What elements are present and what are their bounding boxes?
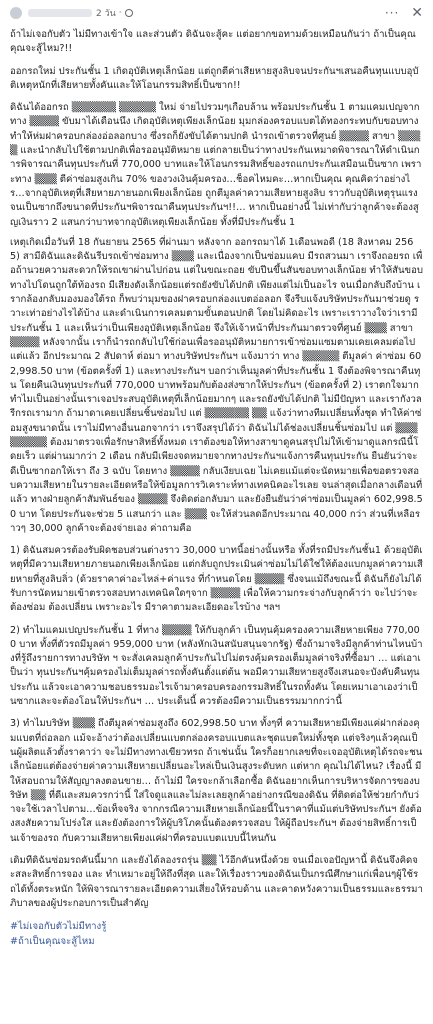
post-paragraph-incident: เหตุเกิดเมื่อวันที่ 18 กันยายน 2565 ที่ผ่านมา หลังจาก ออกรถมาได้ 1เดือนพอดี (18 สิงหาคม 2565) สามีดิฉันและดิฉันรีบรถเข้าซ่อมทาง ▒▒▒ และเนื่องจากเป็นซ่อมแคบ มีรถสวนมา เราจึงถอยรถ เพื่อถ้านวยความสะดวกให้รถเขาผ่านไปก่อน แต่ในขณะถอย ขับปีนขึ้นสันขอบทางเล็กน้อย ทำให้สันขอบทางไปโดนถูกใต้ท้องรถ มีเสียงดังเล็กน้อยแต่รถยังขับได้ปกติ เพียงแต่ไม่เป็นอะไร จนเมื่อกลับถึงบ้าน เรากล้องกลับมองมองใต้รถ ก็พบว่ามุมของฝาครอบกล่องแบตอ่อลอก จึงรีบแจ้งบริษัทประกันมาช่วยดู รวาะเท่าอย่างไรได้บ้าง และดำเนินการเคลมตามขั้นตอนปกติ โดยไม่คิดอะไร เพราะเราวางใจว่าเรามีประกันชั้น 1 และเห็นว่าเป็นเพียงอุบัติเหตุเล็กน้อย จึงให้เจ้าหน้าที่ประกันมาตรวจที่ศูนย์ ▒▒▒ สาขา ▒▒▒▒ หลังจากนั้น เราก็นำรถกลับไปใช้ก่อนเพื่อรออนุมัติหมายการเข้าซ่อมแซมตามเคยเคลมต่อไป แต่แล้ว อีกประมาณ 2 สัปดาห์ ต่อมา ทางบริษัทประกันฯ แจ้งมาว่า ทาง ▒▒▒▒▒ ตีมูลค่า ค่าซ่อม 602,998.50 บาท (ข้อตครั้งที่ 1) และทางประกันฯ บอกว่าเห็นมูลค่าที่ประกันชั้น 1 จึงต้องพิจารณาคืนทุน โดยคืนเงินทุนประกันที่ 770,000 บาทพร้อมกับต้องส่งซากให้ประกันฯ (ข้อตครั้งที่ 2) เราตกใจมาก ทำไมเป็นอย่างนั้นเราเจอประสบอุบัติเหตุที่เล็กน้อยมากๆ และรถยังขับได้ปกติ ไม่มีปัญหา และเรากังวลรีกรถเรามาก ถ้ามาดาเคยเปลี่ยนชิ้นซ่อมไป แต่ ▒▒▒▒▒▒ ▒▒ แจ้งว่าทางทีมเปลี่ยนทั้งชุด ทำให้ค่าซ่อมสูงขนาดนั้น เราไม่มีทางอื่นนอกจากว่า เราจึงสรุปได้ว่า ดิฉันไม่ได้ช่องเปลี่ยนชิ้นซ่อมไป แต่ ▒▒▒▒▒▒▒▒ ต้องมาตรวจเพื่อรักษาสิทธิ์ทั้งหมด เราต้องขอให้ทางสาขาดูคนสรุปไม่ให้เข้ามาดูแลกรณีนี้โดยเร็ว แต่ผ่านมากว่า 2 เดือน กลับมีเพียงจดหมายจากทางประกันฯแจ้งการคืนทุนประกัน ยืนยันว่าจะดีเป็นซากอกให้เรา ถึง 3 ฉบับ โดยทาง ▒▒▒▒ กลับเงียบเฉย ไม่เคยแม้แต่จะนัดหมายเพื่อขอตรวจสอบความเสียหายในรายละเอียดหรือให้ข้อมูลการวิเคราะห์ทางเทคนิคอะไรเลย จนล่าสุดเมื่อกลางเดือนที่แล้ว ทางฝ่ายลูกค้าสัมพันธ์ของ ▒▒▒▒ จึงติดต่อกลับมา และยังยืนยันว่าค่าซ่อมเป็นมูลค่า 602,998.50 บาท โดยประกันจะช่วย 5 แสนกว่า และ ▒▒▒ จะให้ส่วนลดอีกประมาณ 40,000 กว่า ส่วนที่เหลือราวๆ 30,000 ลูกค้าจะต้องจ่ายเอง ค่าถามคือ (10, 236, 423, 534)
author-name-redacted[interactable] (28, 9, 92, 17)
post-header (0, 0, 433, 26)
post-paragraph-question-2: 2) ทำไมแคมเปญประกันชั้น 1 ที่ทาง ▒▒▒▒ ให้กับลูกค้า เป็นทุนคุ้มครองความเสียหายเพียง 770,000 บาท ทั้งที่ตัวรถมีมูลค่า 959,000 บาท (หลังหักเงินสนับสนุนจากรัฐ) ซึ่งถ้ามาจริงมีลูกค้าท่านไหนบ้างที่รู้ถึงรายการทางบริษัท ฯ จะสั่งเคลมลูกค้าประกันไปไม่ตรงคุ้มครองเต็มมูลค่าจริงที่ซื้อมา … แต่เอาเป็นว่า ทุนประกันฯคุ้มครองไม่เต็มมูลค่ารถทั้งคันตั้งแต่ต้น พอมีความเสียหายสูงจึงเสนอจะบังคับคืนทุนประกัน แล้วจะเอาความชอบธรรมอะไรเจ้ามาครอบครองกรรมสิทธิ์ในรถทั้งคัน โดยเหมาเอาเองว่าเป็นซากและจะต้องโอนให้ประกันฯ … ประเด็นนี้ ควรต้องมีความเป็นธรรมมากกว่านี้ (10, 624, 423, 708)
post-time[interactable]: 2 วัน (96, 9, 116, 19)
post-paragraph-story: ดิฉันได้ออกรถ ▒▒▒▒▒▒ ▒▒▒▒▒ ใหม่ จ่ายไปรวมๆเกือบล้าน พร้อมประกันชั้น 1 ตามแคมเปญจากทาง ▒▒▒▒ ขับมาได้เดือนนึง เกิดอุบัติเหตุเพียงเล็กน้อย มุมกล่องครอบแบตได้ทองกระทบกับขอบทางทำให้ห่มฝาครอบกล่องอ่อลอกบาง ซึ่งรถก็ยังขับได้ตามปกติ นำรถเข้าตรวจที่ศูนย์ ▒▒▒▒ สาขา ▒▒▒▒ และนำกลับไปใช้ตามปกติเพื่อรออนุมัติหมาย แต่กลายเป็นว่าทางประกันเหมาดพิจารณาให้ดำเนินการพิจารณาคืนทุนประกันที่ 770,000 บาทและให้โอนกรรมสิทธิ์ของรถแกประกันเสมือนเป็นซาก เพราะทาง ▒▒▒ ตีค่าซ่อมสูงเกิน 70% ของวงเงินคุ้มครอง…ช็อคไหมคะ…หากเป็นคุณ คุณคิดว่าอย่างไร…จากอุบัติเหตุที่เสียหายภายนอกเพียงเล็กน้อย ถูกตีมูลค่าความเสียหายสูงลิบ ราวกับอุบัติเหตุรุนแรงจนเป็นซากถึงขนาดที่ประกันฯพิจารณาคืนทุนประกันฯ!!… หากเป็นอย่างนี้ ไม่เท่ากับว่าลูกค้าจะต้องสูญเงินราว 2 แสนกว่าบาทจากอุบัติเหตุเพียงเล็กน้อย ทั้งที่มีประกันชั้น 1 (10, 102, 422, 228)
post-body (0, 26, 433, 949)
post-paragraph-intro: ถ้าไม่เจอกับตัว ไม่มีทางเข้าใจ และส่วนตัว ดิฉันจะสู้คะ แต่อยากขอทามด้วยเหมือนกันว่า ถ้าเป็นคุณ คุณจะสู้ไหม?!! (10, 29, 416, 55)
post-paragraph-question-1: 1) ดิฉันสมควรต้องรับผิดชอบส่วนต่างราว 30,000 บาทนี้อย่างนั้นหรือ ทั้งที่รถมีประกันชั้น1 ด้วยอุบัติเหตุที่มีความเสียหายภายนอกเพียงเล็กน้อย แต่กลับถูกประเมินค่าซ่อมไม่ได้ใช่ให้ต้องแบกมูลค่าความเสียหายที่สูงลิบลิ่ว (ด้วยราคาค่าอะไหล่+ค่าแรง ที่กำหนดโดย ▒▒▒▒ ซึ่งจนแม้ถึงขณะนี้ ดิฉันก็ยังไม่ได้รับการนัดหมายเข้าตรวจสอบทางเทคนิคใดๆจาก ▒▒▒▒ เพื่อให้ความกระจ่างกับลูกค้าว่า จะไปว่าจะต้องซ่อม ต้องเปลี่ยน เพราะอะไร มีราคาตามละเอียดอะไรบ้าง ฯลฯ (10, 545, 423, 614)
hashtag-link[interactable]: #ไม่เจอกับตัวไม่มีทางรู้ (10, 921, 107, 933)
avatar[interactable] (10, 7, 22, 19)
globe-icon (125, 9, 133, 17)
hashtag-link[interactable]: #ถ้าเป็นคุณจะสู้ไหม (10, 936, 95, 948)
more-options-button[interactable]: ··· (384, 6, 400, 20)
post-meta: 2 วัน · (96, 6, 133, 20)
post-paragraph-conclusion: เดิมทีดิฉันซ่อมรถคันนี้มาก และยังได้ลองรถรุ่น ▒▒ ไว้อีกคันหนึ่งด้วย จนเมื่อเจอปัญหานี้ ดิฉันจึงคิดจะสละสิทธิ์การจอง และ ทำเหมาะอยู่ให้ถึงที่สุด และให้เรื่องราวของดิฉันเป็นกรณีศึกษาแก่เพื่อนๆผู้ใช้รถได้ทั้งตระหนัก ให้พิจารณารายละเอียดความเสี่ยงให้รอบด้าน และคาดหวังความเป็นธรรมและธรรมาภิบาลของผู้ประกอบการเป็นสำคัญ (10, 855, 423, 909)
close-button[interactable]: ✕ (411, 5, 423, 21)
hashtag-list (10, 919, 423, 949)
post-paragraph-question-3: 3) ทำไมบริษัท ▒▒▒ ถึงตีมูลค่าซ่อมสูงถึง 602,998.50 บาท ทั้งๆที่ ความเสียหายมีเพียงแค่ฝากล่องคุมแบตที่ถ่อลอก แม้จะอ้างว่าต้องเปลี่ยนแบตกล่องครอบแบตและชุดแบตใหม่ทั้งชุด แต่จริงๆแล้วคุณเป็นผู้ผลิตแล้วตั้งราคาว่า จะไม่มีทางทางเขียวทรถ ถ้าเช่นนั้น ใครก็อยากเลขที่จะเจออุบัติเหตุได้รถจะชนเล็กน้อยแต่ต้องจ่ายค่าความเสียหายเปลี่ยนอะไหล่เป็นเงินสูงระดับหก แต่หาก คุณไม่ได้ไหน? เรื่องนี้ มีให้สอบถามให้สัญญาลงตอนขาย… ถ้าไม่มี ใครจะกล้าเลือกซื้อ ดิฉันอยากเห็นการบริหารจัดการของบริษัท ▒▒ ที่ดีและสมควรกว่านี้ ใส่ใจดูแลและไม่ละเลยลูกค้าอย่างกรณีของดิฉัน ที่ติดต่อให้ช่วยกำกับว่าจะใช้เวลาไปตาม…ข้อเท็จจริง จากกรณีความเสียหายเล็กน้อยนี้ในราคาที่แม้แต่บริษัทประกันฯ ยังต้องสงสัยความโปร่งใส และยังต้องการให้ผู้บริโภคนั้นต้องตรวจสอบ ให้ผู้ถือประกันฯ ต้องจ่ายสิทธิ์การเป็นเจ้าของรถ กับความเสียหายเพียงแค่ฝาที่ครอบแบตแบบนี้ไหนกัน (10, 718, 423, 844)
post-paragraph-headline: ออกรถใหม่ ประกันชั้น 1 เกิดอุบัติเหตุเล็กน้อย แต่ถูกตีค่าเสียหายสูงลิบจนประกันฯเสนอคืนทุนแบบอุบัติเหตุหนักที่เสียหายทั้งคันและให้โอนกรรมสิทธิ์เป็นซาก!! (10, 65, 419, 91)
